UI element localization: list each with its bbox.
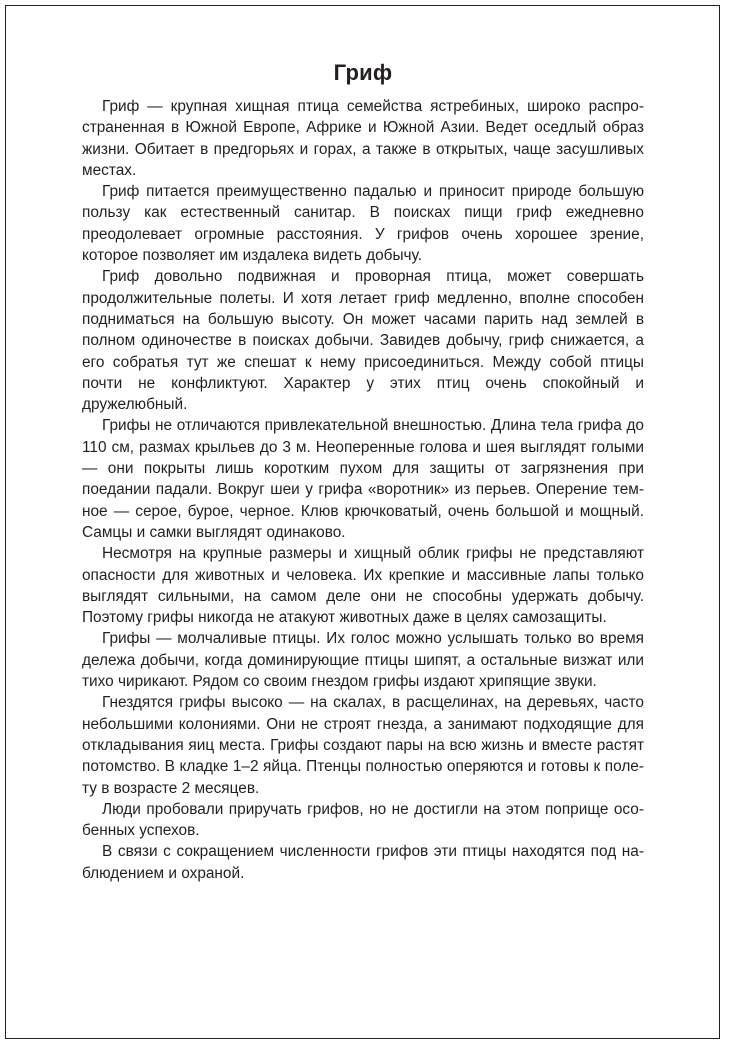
- paragraph-nesting: Гнездятся грифы высоко — на скалах, в расщелинах, на деревьях, часто небольшими колониями. Они не строят гнезда, а занимают подходящие для откладывания яиц места. Грифы создают пары на всю жизнь и вместе растят потомство. В кладке 1–2 яйца. Птенцы полностью оперяются и готовы к полету в возрасте 2 месяцев.: [82, 694, 644, 797]
- paragraph-appearance: Грифы не отличаются привлекательной внешностью. Длина тела грифа до 110 см, размах крыльев до 3 м. Неоперенные голова и шея выглядят голыми — они покрыты лишь коротким пухом для защиты от загрязнения при поедании падали. Вокруг шеи у грифа «воротник» из перьев. Оперение темное — серое, бурое, черное. Клюв крючковатый, очень большой и мощный. Самцы и самки выглядят одинаково.: [82, 417, 644, 541]
- paragraph-diet: Гриф питается преимущественно падалью и приносит природе большую пользу как естественный санитар. В поисках пищи гриф ежедневно преодолевает огромные расстояния. У грифов очень хорошее зрение, которое позволяет им издалека видеть добычу.: [82, 183, 644, 265]
- paragraph-voice: Грифы — молчаливые птицы. Их голос можно услышать только во время дележа добычи, когда доминирующие птицы шипят, а остальные визжат или тихо чирикают. Рядом со своим гнездом грифы издают хрипящие звуки.: [82, 630, 644, 691]
- paragraph-protection: В связи с сокращением численности грифов эти птицы находятся под наблюдением и охраной.: [82, 843, 644, 882]
- article-body: [82, 96, 644, 884]
- paragraph-intro: Гриф — крупная хищная птица семейства ястребиных, широко распространенная в Южной Европе, Африке и Южной Азии. Ведет оседлый образ жизни. Обитает в предгорьях и горах, а также в открытых, чаще засушливых местах.: [82, 98, 644, 179]
- page-title: Гриф: [333, 60, 393, 85]
- paragraph-taming: Люди пробовали приручать грифов, но не достигли на этом поприще особенных успехов.: [82, 800, 644, 840]
- paragraph-danger: Несмотря на крупные размеры и хищный облик грифы не представляют опасности для животных и человека. Их крепкие и массивные лапы только выглядят сильными, на самом деле они не способны удержать добычу. Поэтому грифы никогда не атакуют животных даже в целях самозащиты.: [82, 545, 644, 627]
- paragraph-flight: Гриф довольно подвижная и проворная птица, может совершать продолжительные полеты. И хотя летает гриф медленно, вполне способен подниматься на большую высоту. Он может часами парить над землей в полном одиночестве в поисках добычи. Завидев добычу, гриф снижается, а его собратья тут же спешат к нему присоединиться. Между собой птицы почти не конфликтуют. Характер у этих птиц очень спокойный и дружелюбный.: [82, 268, 644, 414]
- article: [82, 0, 644, 884]
